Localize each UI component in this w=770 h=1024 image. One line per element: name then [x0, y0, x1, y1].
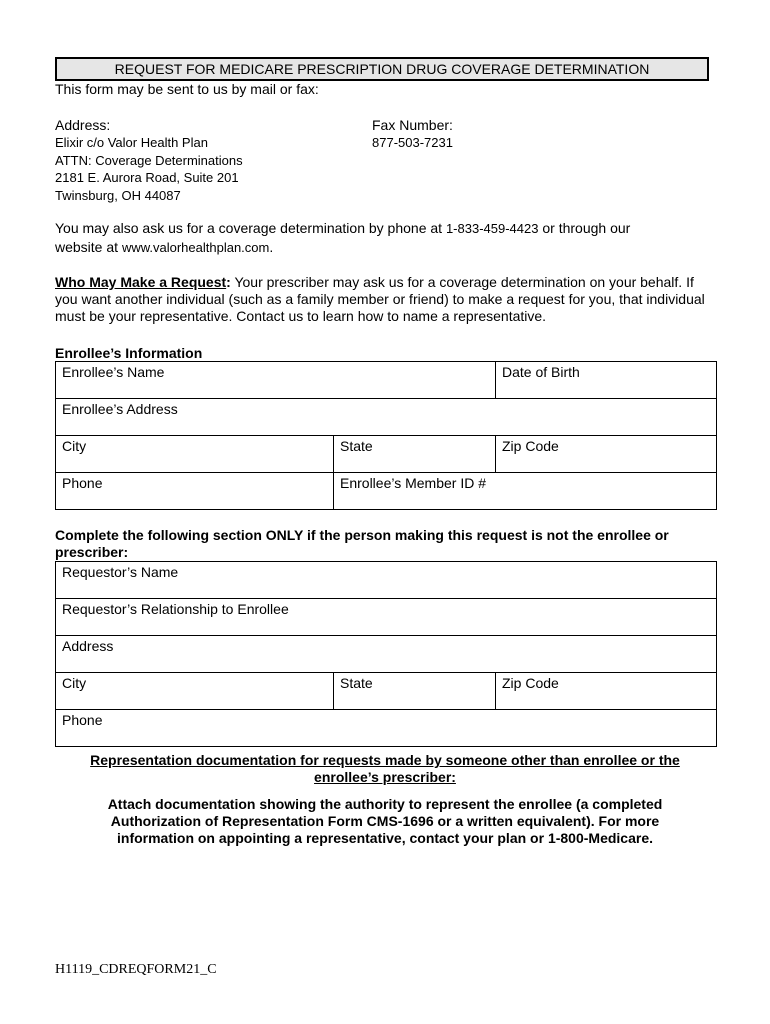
form-title: REQUEST FOR MEDICARE PRESCRIPTION DRUG COVERAGE DETERMINATION	[55, 57, 709, 81]
phone-website-text	[55, 220, 715, 256]
state-label: State	[340, 675, 373, 691]
phone-number: 1-833-459-4423	[445, 221, 539, 236]
fax-label: Fax Number:	[372, 117, 453, 133]
requestor-city-field[interactable]	[56, 673, 334, 710]
form-code-footer: H1119_CDREQFORM21_C	[55, 962, 217, 977]
address-line: 2181 E. Aurora Road, Suite 201	[55, 170, 239, 185]
city-label: City	[62, 438, 87, 454]
period: .	[269, 238, 274, 255]
representation-text: Attach documentation showing the authority to represent the enrollee (a completed Authorization of Representation Form CMS-1696 or a written equivalent). For more information on appointing a representative, contact your plan or 1-800-Medicare.	[107, 796, 663, 846]
requestor-relationship-field[interactable]	[56, 599, 717, 636]
fax-number: 877-503-7231	[372, 135, 453, 150]
enrollee-address-field[interactable]	[56, 399, 717, 436]
date-of-birth-label: Date of Birth	[502, 364, 580, 380]
enrollee-table	[55, 361, 717, 510]
requestor-relationship-label: Requestor’s Relationship to Enrollee	[62, 601, 289, 617]
address-block	[55, 134, 243, 204]
member-id-label: Enrollee’s Member ID #	[340, 475, 487, 491]
requestor-phone-field[interactable]	[56, 710, 717, 747]
enrollee-name-label: Enrollee’s Name	[62, 364, 165, 380]
address-line: Elixir c/o Valor Health Plan	[55, 135, 208, 150]
who-may-request-paragraph	[55, 274, 720, 325]
requestor-name-field[interactable]	[56, 562, 717, 599]
zip-label: Zip Code	[502, 438, 559, 454]
who-may-request-text: Your prescriber may ask us for a coverage determination on your behalf. If you want another individual (such as a family member or friend) to make a request for you, that individual must be your representative. Contact us to learn how to name a representative.	[55, 274, 705, 324]
enrollee-state-field[interactable]	[334, 436, 496, 473]
date-of-birth-field[interactable]	[496, 362, 717, 399]
website-text: website at	[55, 238, 122, 255]
requestor-heading: Complete the following section ONLY if the person making this request is not the enrollee or prescriber:	[55, 527, 669, 560]
enrollee-phone-field[interactable]	[56, 473, 334, 510]
member-id-field[interactable]	[334, 473, 717, 510]
address-label: Address:	[55, 117, 111, 133]
address-line: Twinsburg, OH 44087	[55, 187, 181, 203]
requestor-address-field[interactable]	[56, 636, 717, 673]
requestor-state-field[interactable]	[334, 673, 496, 710]
requestor-zip-field[interactable]	[496, 673, 717, 710]
phone-text: You may also ask us for a coverage determination by phone at	[55, 220, 446, 236]
phone-label: Phone	[62, 712, 103, 728]
intro-text: This form may be sent to us by mail or fax:	[55, 81, 319, 97]
who-may-request-heading: Who May Make a Request	[55, 274, 227, 290]
state-label: State	[340, 438, 373, 454]
phone-text-cont: or through our	[538, 220, 631, 236]
enrollee-heading: Enrollee’s Information	[55, 345, 203, 361]
enrollee-zip-field[interactable]	[496, 436, 717, 473]
address-line: ATTN: Coverage Determinations	[55, 152, 243, 168]
city-label: City	[62, 675, 87, 691]
requestor-address-label: Address	[62, 638, 114, 654]
colon: :	[226, 274, 231, 290]
website-link[interactable]: www.valorhealthplan.com	[121, 239, 270, 255]
enrollee-address-label: Enrollee’s Address	[62, 401, 178, 417]
zip-label: Zip Code	[502, 675, 559, 691]
requestor-table	[55, 561, 717, 747]
enrollee-city-field[interactable]	[56, 436, 334, 473]
representation-heading: Representation documentation for requests made by someone other than enrollee or the enrollee’s prescriber:	[90, 752, 680, 785]
requestor-name-label: Requestor’s Name	[62, 564, 179, 580]
phone-label: Phone	[62, 475, 103, 491]
enrollee-name-field[interactable]	[56, 362, 496, 399]
